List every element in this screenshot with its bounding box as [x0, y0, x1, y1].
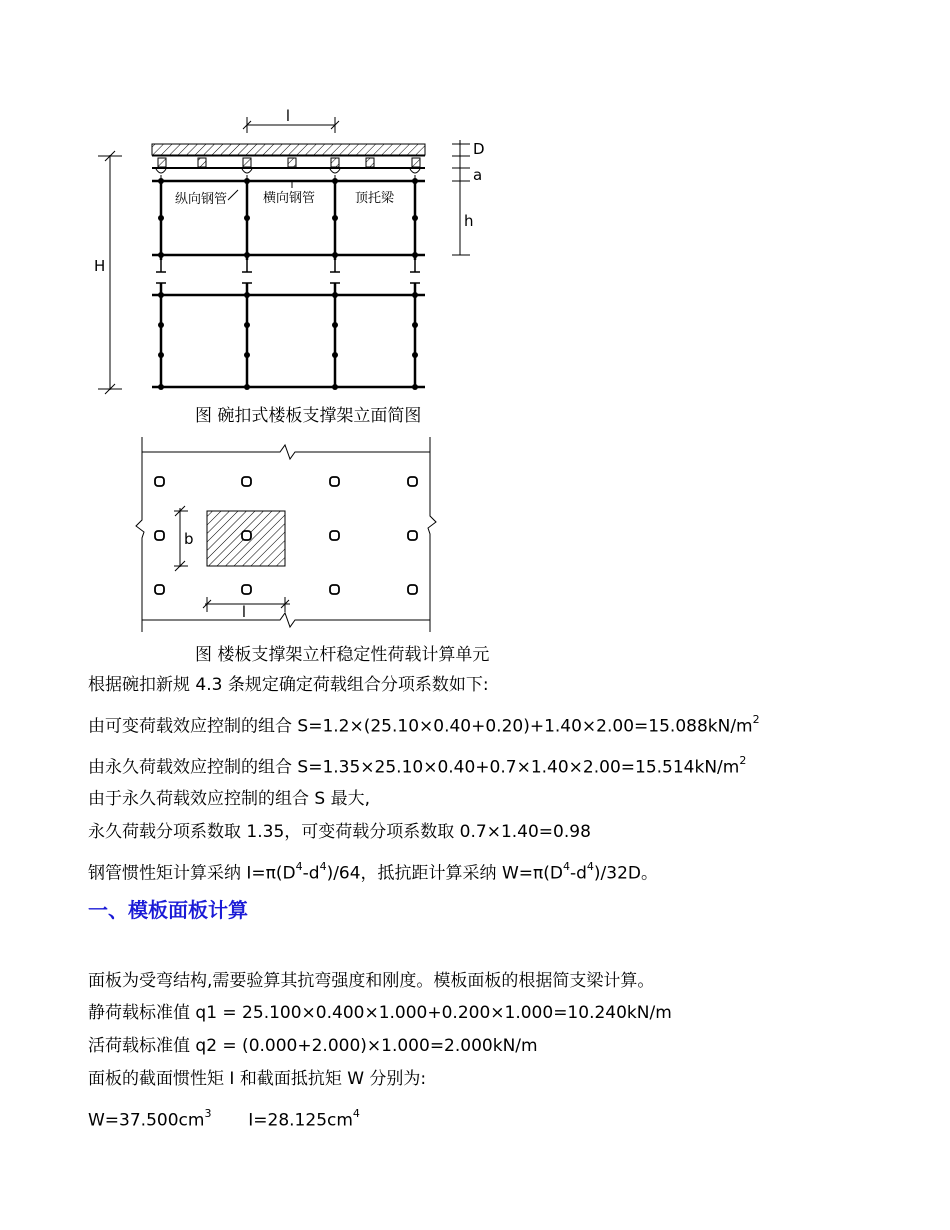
label-h: h [464, 212, 474, 230]
label-D: D [473, 140, 485, 158]
label-l2: l [241, 603, 247, 621]
section-heading: 一、模板面板计算 [88, 898, 248, 922]
text-line-2: 由可变荷载效应控制的组合 $S=1.2\times(25.10\times 0.40+0.20)+1.40\times 2.00=15.088kN/m^2$ [88, 713, 760, 737]
load-unit-plan-diagram [130, 432, 450, 637]
horizontal-tubes [152, 181, 425, 387]
w-value: W=37.500cm [88, 1110, 205, 1131]
small-joists [158, 158, 420, 167]
dimension-l2 [203, 597, 290, 612]
figure2-caption: 图 楼板支撑架立杆稳定性荷载计算单元 [195, 645, 490, 665]
para-3: 活荷载标准值 q2 = (0.000+2.000)×1.000=2.000kN/m [88, 1036, 538, 1056]
para-2: 静荷载标准值 q1 = 25.100×0.400×1.000+0.200×1.000=10.240kN/m [88, 1003, 672, 1023]
scaffold-elevation-diagram [80, 100, 500, 400]
top-brackets [156, 169, 420, 181]
text-line-5: 永久荷载分项系数取 1.35，可变荷载分项系数取 0.7×1.40=0.98 [88, 822, 591, 842]
i-value: I=28.125cm [248, 1110, 353, 1131]
dimension-right [452, 140, 470, 255]
vertical-posts [161, 180, 415, 387]
text-line-1: 根据碗扣新规 4.3 条规定确定荷载组合分项系数如下: [88, 675, 489, 695]
slab [152, 144, 425, 155]
label-H: H [94, 257, 106, 275]
para-4: 面板的截面惯性矩 I 和截面抵抗矩 W 分别为: [88, 1069, 427, 1089]
dimension-l [243, 117, 339, 133]
joint-nodes [158, 178, 418, 390]
label-a: a [473, 166, 483, 184]
text-line-4: 由于永久荷载效应控制的组合 S 最大, [88, 789, 371, 809]
figure1-caption: 图 碗扣式楼板支撑架立面简图 [195, 406, 422, 426]
post-markers [155, 477, 417, 594]
para-5: $W=37.500cm^3$ $I=28.125cm^4$ [88, 1107, 360, 1131]
label-l: l [285, 107, 291, 125]
para-1: 面板为受弯结构,需要验算其抗弯强度和刚度。模板面板的根据简支梁计算。 [88, 971, 655, 991]
text-line-6: 钢管惯性矩计算采纳 $I=\pi(D^4-d^4)/64$，抵抗距计算采纳 $W=\pi(D^4-d^4)/32D$。 [88, 860, 658, 884]
label-zongxiang: 纵向钢管 [175, 192, 228, 207]
label-hengxiang: 横向钢管 [263, 191, 316, 206]
label-b: b [184, 530, 194, 548]
label-dingtuoliang: 顶托梁 [355, 191, 395, 206]
text-line-3: 由永久荷载效应控制的组合 $S=1.35\times 25.10\times 0.40+0.7\times 1.40\times 2.00=15.514kN/m^2$ [88, 754, 747, 778]
